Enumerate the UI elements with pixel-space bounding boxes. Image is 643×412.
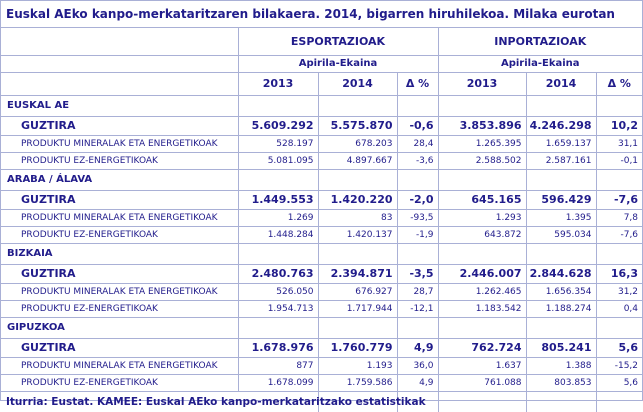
value-cell: 645.165 [438, 190, 526, 209]
value-cell: 16,3 [596, 264, 642, 283]
value-cell: 526.050 [238, 283, 318, 300]
value-cell: 3.853.896 [438, 116, 526, 135]
value-cell: 5,6 [596, 374, 642, 391]
empty-cell [596, 169, 642, 190]
section-row [1, 95, 642, 116]
value-cell: 1.449.553 [238, 190, 318, 209]
value-cell: -1,9 [397, 226, 438, 243]
value-cell: 10,2 [596, 116, 642, 135]
empty-cell [438, 317, 526, 338]
value-cell: 1.659.137 [526, 135, 596, 152]
value-cell: 877 [238, 357, 318, 374]
empty-cell [238, 243, 318, 264]
table-row [1, 226, 642, 243]
value-cell: 5,6 [596, 338, 642, 357]
value-cell: 1.760.779 [318, 338, 397, 357]
trade-table [1, 28, 642, 412]
row-label: PRODUKTU EZ-ENERGETIKOAK [1, 374, 238, 391]
value-cell: 678.203 [318, 135, 397, 152]
value-cell: 1.265.395 [438, 135, 526, 152]
value-cell: -2,0 [397, 190, 438, 209]
value-cell: 2.844.628 [526, 264, 596, 283]
value-cell: 803.853 [526, 374, 596, 391]
empty-cell [397, 317, 438, 338]
year-header-row [1, 72, 642, 95]
delta-header: Δ % [397, 72, 438, 95]
empty-cell [318, 169, 397, 190]
value-cell: 1.448.284 [238, 226, 318, 243]
empty-cell [526, 169, 596, 190]
row-label: PRODUKTU MINERALAK ETA ENERGETIKOAK [1, 283, 238, 300]
value-cell: -7,6 [596, 226, 642, 243]
value-cell: 762.724 [438, 338, 526, 357]
table-row [1, 209, 642, 226]
empty-cell [438, 169, 526, 190]
value-cell: 2.446.007 [438, 264, 526, 283]
value-cell: -93,5 [397, 209, 438, 226]
section-header: GIPUZKOA [1, 317, 238, 338]
row-label: PRODUKTU MINERALAK ETA ENERGETIKOAK [1, 357, 238, 374]
empty-cell [596, 317, 642, 338]
table-row [1, 152, 642, 169]
empty-cell [318, 243, 397, 264]
delta-header: Δ % [596, 72, 642, 95]
value-cell: 83 [318, 209, 397, 226]
value-cell: 528.197 [238, 135, 318, 152]
group-header-row [1, 28, 642, 55]
value-cell: 2.587.161 [526, 152, 596, 169]
value-cell: 1.678.976 [238, 338, 318, 357]
value-cell: 28,7 [397, 283, 438, 300]
value-cell: -12,1 [397, 300, 438, 317]
value-cell: 1.193 [318, 357, 397, 374]
year-header: 2013 [238, 72, 318, 95]
empty-cell [438, 243, 526, 264]
table-row [1, 135, 642, 152]
row-label: PRODUKTU EZ-ENERGETIKOAK [1, 300, 238, 317]
empty-cell [596, 95, 642, 116]
value-cell: 4,9 [397, 374, 438, 391]
table-row [1, 264, 642, 283]
value-cell: -3,6 [397, 152, 438, 169]
empty-cell [397, 243, 438, 264]
value-cell: 36,0 [397, 357, 438, 374]
imports-group-header: INPORTAZIOAK [438, 28, 642, 55]
table-row [1, 374, 642, 391]
row-label: GUZTIRA [1, 116, 238, 135]
empty-cell [318, 95, 397, 116]
value-cell: 4.246.298 [526, 116, 596, 135]
value-cell: 2.394.871 [318, 264, 397, 283]
section-row [1, 243, 642, 264]
corner-blank-cell [1, 55, 238, 72]
empty-cell [318, 317, 397, 338]
year-header: 2014 [526, 72, 596, 95]
section-header: EUSKAL AE [1, 95, 238, 116]
value-cell: 761.088 [438, 374, 526, 391]
value-cell: 1.395 [526, 209, 596, 226]
value-cell: 31,2 [596, 283, 642, 300]
value-cell: 1.183.542 [438, 300, 526, 317]
exports-group-header: ESPORTAZIOAK [238, 28, 438, 55]
table-row [1, 116, 642, 135]
page-title: Euskal AEko kanpo-merkataritzaren bilakaera. 2014, bigarren hiruhilekoa. Milaka eurotan [1, 1, 642, 28]
value-cell: 1.637 [438, 357, 526, 374]
empty-cell [238, 317, 318, 338]
section-row [1, 169, 642, 190]
value-cell: 1.420.137 [318, 226, 397, 243]
empty-cell [397, 169, 438, 190]
table-row [1, 300, 642, 317]
value-cell: 5.081.095 [238, 152, 318, 169]
value-cell: 31,1 [596, 135, 642, 152]
table-footer [1, 391, 642, 412]
value-cell: 1.678.099 [238, 374, 318, 391]
value-cell: 7,8 [596, 209, 642, 226]
value-cell: 4.897.667 [318, 152, 397, 169]
row-label: PRODUKTU MINERALAK ETA ENERGETIKOAK [1, 135, 238, 152]
value-cell: 2.588.502 [438, 152, 526, 169]
value-cell: 1.759.586 [318, 374, 397, 391]
row-label: GUZTIRA [1, 264, 238, 283]
value-cell: 676.927 [318, 283, 397, 300]
empty-cell [438, 391, 526, 412]
row-label: PRODUKTU MINERALAK ETA ENERGETIKOAK [1, 209, 238, 226]
value-cell: 1.420.220 [318, 190, 397, 209]
imports-period-header: Apirila-Ekaina [438, 55, 642, 72]
empty-cell [438, 95, 526, 116]
value-cell: 5.575.870 [318, 116, 397, 135]
year-header: 2014 [318, 72, 397, 95]
source-note: Iturria: Eustat. KAMEE: Euskal AEko kanpo-merkataritzako estatistikak [1, 391, 318, 412]
empty-cell [526, 243, 596, 264]
empty-cell [526, 391, 596, 412]
year-header: 2013 [438, 72, 526, 95]
empty-cell [397, 95, 438, 116]
value-cell: 28,4 [397, 135, 438, 152]
value-cell: 0,4 [596, 300, 642, 317]
row-label: GUZTIRA [1, 190, 238, 209]
exports-period-header: Apirila-Ekaina [238, 55, 438, 72]
empty-cell [596, 243, 642, 264]
empty-cell [238, 169, 318, 190]
table-row [1, 190, 642, 209]
value-cell: 2.480.763 [238, 264, 318, 283]
value-cell: 1.954.713 [238, 300, 318, 317]
value-cell: 595.034 [526, 226, 596, 243]
empty-cell [526, 95, 596, 116]
value-cell: -3,5 [397, 264, 438, 283]
empty-cell [526, 317, 596, 338]
value-cell: 1.269 [238, 209, 318, 226]
value-cell: 5.609.292 [238, 116, 318, 135]
value-cell: 1.188.274 [526, 300, 596, 317]
table-row [1, 338, 642, 357]
value-cell: -0,1 [596, 152, 642, 169]
row-label: PRODUKTU EZ-ENERGETIKOAK [1, 226, 238, 243]
value-cell: 596.429 [526, 190, 596, 209]
value-cell: 1.293 [438, 209, 526, 226]
table-body [1, 95, 642, 391]
table-row [1, 357, 642, 374]
source-row [1, 391, 642, 412]
value-cell: -15,2 [596, 357, 642, 374]
value-cell: 1.262.465 [438, 283, 526, 300]
value-cell: 643.872 [438, 226, 526, 243]
section-row [1, 317, 642, 338]
section-header: ARABA / ÁLAVA [1, 169, 238, 190]
empty-cell [596, 391, 642, 412]
value-cell: -7,6 [596, 190, 642, 209]
corner-blank-cell [1, 72, 238, 95]
table-header [1, 28, 642, 95]
value-cell: 1.388 [526, 357, 596, 374]
value-cell: 1.656.354 [526, 283, 596, 300]
value-cell: -0,6 [397, 116, 438, 135]
value-cell: 805.241 [526, 338, 596, 357]
empty-cell [238, 95, 318, 116]
period-header-row [1, 55, 642, 72]
section-header: BIZKAIA [1, 243, 238, 264]
row-label: PRODUKTU EZ-ENERGETIKOAK [1, 152, 238, 169]
table-row [1, 283, 642, 300]
value-cell: 4,9 [397, 338, 438, 357]
row-label: GUZTIRA [1, 338, 238, 357]
value-cell: 1.717.944 [318, 300, 397, 317]
corner-blank-cell [1, 28, 238, 55]
